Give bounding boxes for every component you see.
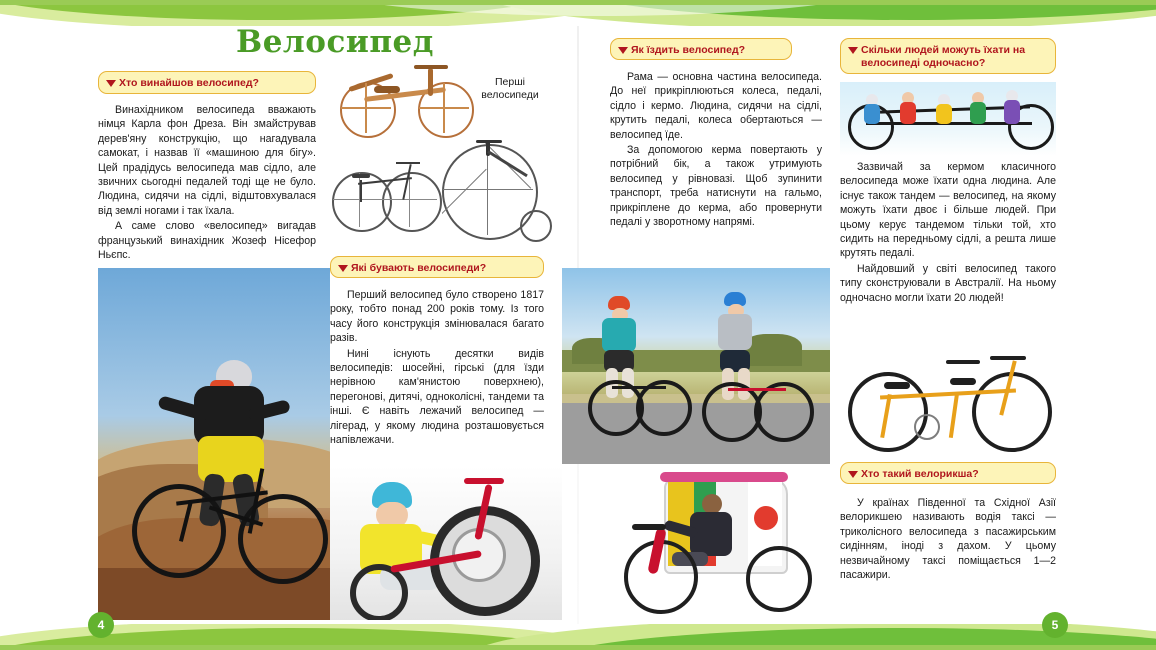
text-how-many-people bbox=[840, 160, 1056, 306]
old-bicycle-illustration bbox=[330, 158, 442, 244]
text-kinds-of-bicycles bbox=[330, 288, 544, 448]
banner-label: Хто такий велорикша? bbox=[861, 468, 979, 480]
tandem-five-riders-photo bbox=[840, 82, 1056, 156]
penny-farthing-illustration bbox=[432, 140, 557, 250]
banner-label: Які бувають велосипеди? bbox=[351, 262, 487, 274]
caption-text: Перші велосипеди bbox=[481, 76, 539, 101]
paragraph: Найдовший у світі велосипед такого типу сконструювали в Австралії. На ньому одночасно могли їхати 20 людей! bbox=[840, 262, 1056, 304]
banner-how-bicycle-rides bbox=[610, 38, 792, 60]
child-tricycle-photo bbox=[330, 466, 562, 620]
page-number-right: 5 bbox=[1042, 612, 1068, 638]
banner-who-invented bbox=[98, 71, 316, 94]
velorickshaw-photo bbox=[598, 468, 838, 620]
text-who-invented bbox=[98, 103, 316, 263]
mountain-biker-photo bbox=[98, 268, 330, 620]
paragraph: Винахідником велосипеда вважають німця Карла фон Дреза. Він змайстрував дерев'яну конструкцію, що нагадувала самокат, і назвав її «машиною для бігу». Цей прадідусь велосипеда мав сідло, але звичних сьогодні педалей тоді ще не було. Людина, сидячи на сідлі, відштовхувалася від землі ногами і так їхала. bbox=[98, 104, 316, 217]
caption-first-bicycles bbox=[470, 76, 550, 102]
paragraph: Перший велосипед було створено 1817 року, тобто понад 200 років тому. Із того часу його конструкція змінювалася багато разів. bbox=[330, 289, 544, 345]
banner-how-many-people bbox=[840, 38, 1056, 74]
top-decorative-border bbox=[0, 0, 1156, 26]
banner-label: Хто винайшов велосипед? bbox=[119, 77, 259, 89]
banner-kinds-of-bicycles bbox=[330, 256, 544, 278]
page-title: Велосипед bbox=[236, 24, 434, 60]
banner-velorickshaw bbox=[840, 462, 1056, 484]
paragraph: У країнах Південної та Східної Азії велорикшею називають водія таксі — триколісного велосипеда з пасажирським сидінням, іноді з дахом. У цьому незвичайному таксі поміщається 1—2 пасажири. bbox=[840, 497, 1056, 582]
banner-label: Як їздить велосипед? bbox=[631, 44, 746, 56]
text-velorickshaw bbox=[840, 496, 1056, 583]
paragraph: Рама — основна частина велосипеда. До неї прикріплюються колеса, педалі, сідло і кермо. Людина, сидячи на сідлі, крутить педалі, колеса обертаються — велосипед їде. bbox=[610, 71, 822, 141]
page-number-left: 4 bbox=[88, 612, 114, 638]
banner-label: Скільки людей можуть їхати на велосипеді одночасно? bbox=[861, 44, 1026, 69]
two-cyclists-photo bbox=[562, 268, 830, 464]
paragraph: А саме слово «велосипед» вигадав французький винахідник Жозеф Нісефор Ньєпс. bbox=[98, 220, 316, 262]
tandem-bicycle-photo bbox=[840, 330, 1056, 456]
paragraph: Нині існують десятки видів велосипедів: шосейні, гірські (для їзди нерівною кам'янистою поверхнею), перегонові, дитячі, одноколісні, тандеми та інші. Є навіть лежачий велосипед — лігерад, у якому людина розташовується напівлежачи. bbox=[330, 347, 544, 447]
paragraph: За допомогою керма повертають у потрібний бік, а також утримують велосипед у рівновазі. Щоб зупинити транспорт, треба натиснути на гальмо, прикріплене до керма, або провернути педалі у зворотному напрямі. bbox=[610, 144, 822, 229]
text-how-bicycle-rides bbox=[610, 70, 822, 230]
bottom-decorative-border bbox=[0, 624, 1156, 650]
paragraph: Зазвичай за кермом класичного велосипеда може їхати одна людина. Але існує також тандем — велосипед, на якому можуть їхати двоє і більше людей. При цьому керує тандемом тільки той, хто сидить на передньому сідлі, а решта лише крутять педалі. bbox=[840, 161, 1056, 260]
